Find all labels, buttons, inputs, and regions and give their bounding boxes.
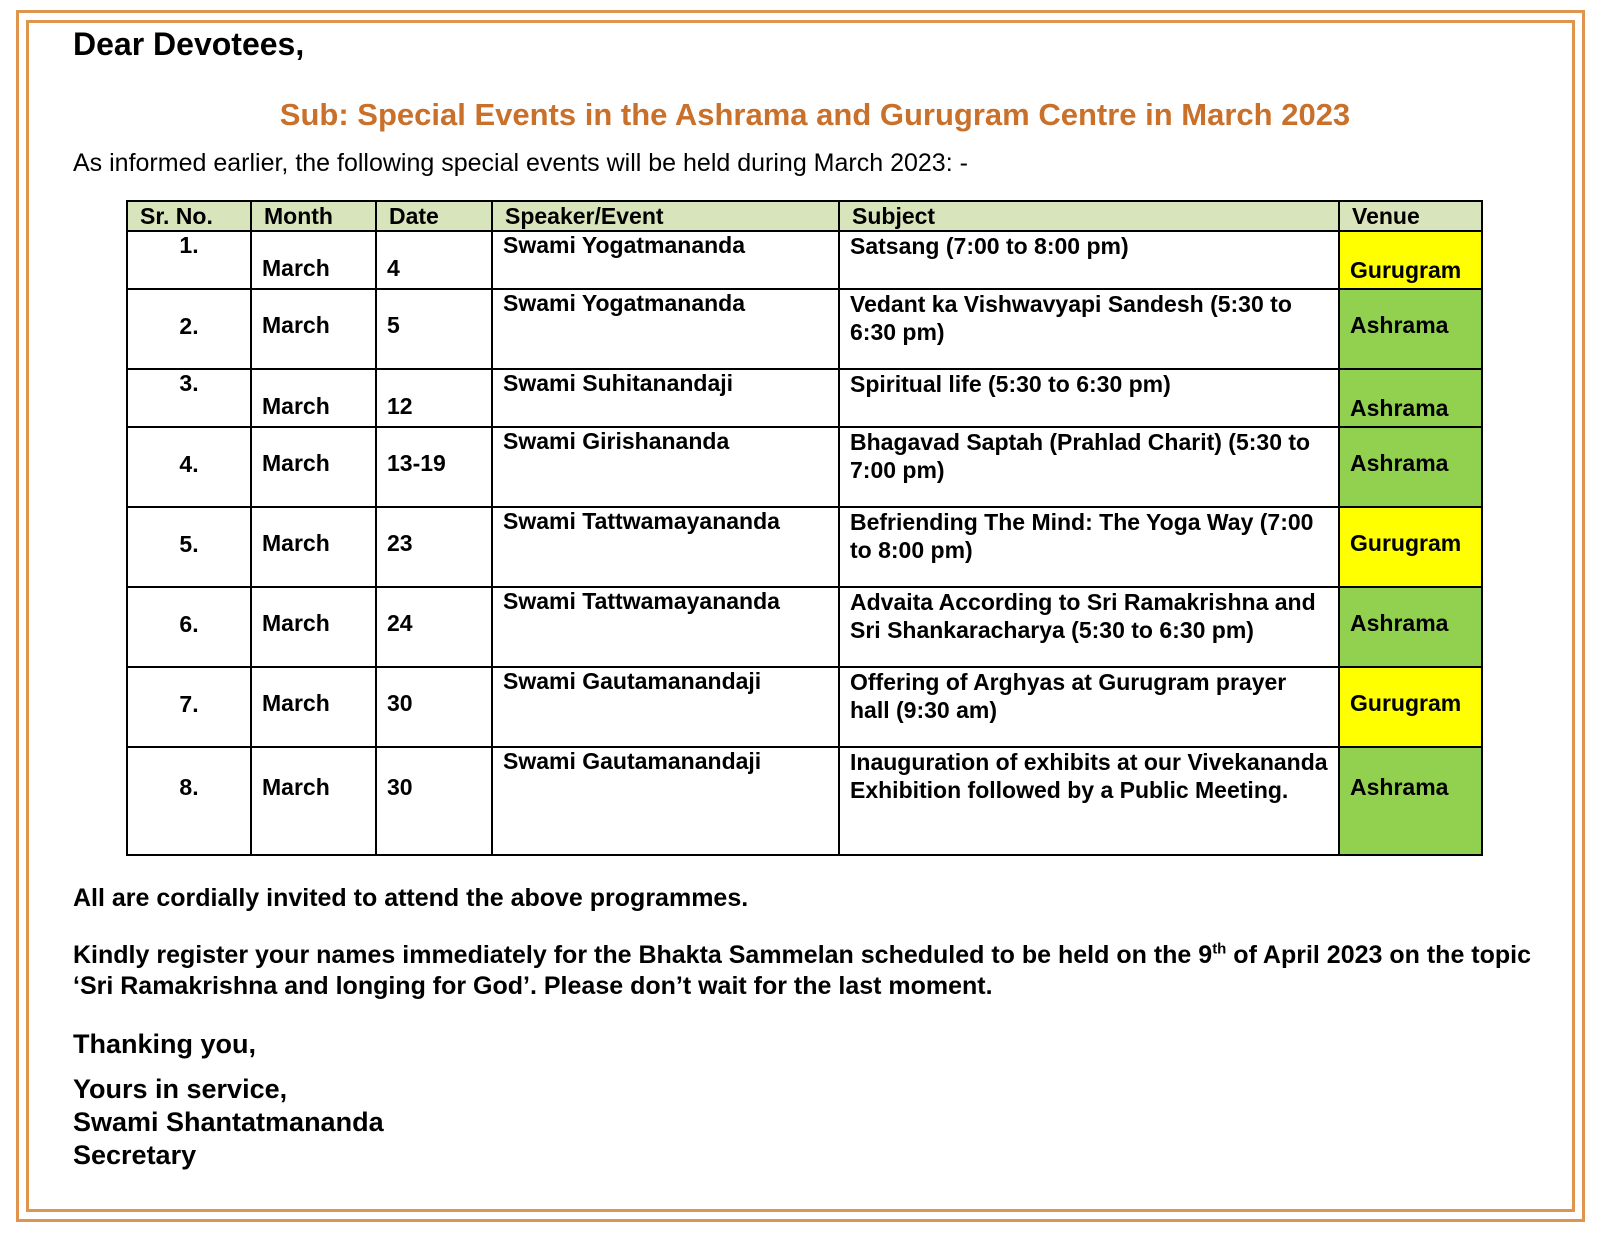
cell-subject: Satsang (7:00 to 8:00 pm): [839, 231, 1339, 289]
cell-date: 13-19: [376, 427, 492, 507]
header-speaker: Speaker/Event: [492, 201, 839, 231]
cell-date: 4: [376, 231, 492, 289]
cell-venue: Ashrama: [1339, 369, 1482, 427]
cell-venue: Gurugram: [1339, 507, 1482, 587]
header-month: Month: [251, 201, 376, 231]
thanks-text: Thanking you,: [73, 1029, 257, 1059]
cell-subject: Befriending The Mind: The Yoga Way (7:00 to 8:00 pm): [839, 507, 1339, 587]
cell-speaker: Swami Yogatmananda: [492, 289, 839, 369]
cell-month: March: [251, 427, 376, 507]
cell-month: March: [251, 231, 376, 289]
table-header-row: [127, 201, 1482, 231]
table-row: [127, 507, 1482, 587]
registration-note: [73, 940, 1553, 1002]
header-venue: Venue: [1339, 201, 1482, 231]
cell-month: March: [251, 289, 376, 369]
cell-venue: Ashrama: [1339, 587, 1482, 667]
cell-date: 23: [376, 507, 492, 587]
table-row: [127, 231, 1482, 289]
cell-subject: Inauguration of exhibits at our Vivekananda Exhibition followed by a Public Meeting.: [839, 747, 1339, 855]
greeting: Dear Devotees,: [73, 26, 305, 62]
cell-sr-no: 8.: [127, 747, 251, 855]
table-row: [127, 427, 1482, 507]
cell-speaker: Swami Gautamanandaji: [492, 667, 839, 747]
cell-sr-no: 6.: [127, 587, 251, 667]
cell-subject: Advaita According to Sri Ramakrishna and Sri Shankaracharya (5:30 to 6:30 pm): [839, 587, 1339, 667]
table-row: [127, 369, 1482, 427]
signature-block: [73, 1073, 384, 1172]
cell-venue: Ashrama: [1339, 289, 1482, 369]
ordinal-suffix: th: [1212, 940, 1227, 958]
cell-month: March: [251, 667, 376, 747]
closing-text: Yours in service,: [73, 1074, 288, 1104]
cell-speaker: Swami Suhitanandaji: [492, 369, 839, 427]
header-subject: Subject: [839, 201, 1339, 231]
table-row: [127, 289, 1482, 369]
cell-month: March: [251, 747, 376, 855]
registration-text-end: of April 2023 on the topic ‘Sri Ramakrishna and longing for God’. Please don’t wait for the last moment.: [73, 941, 1532, 1000]
table-row: [127, 667, 1482, 747]
cell-sr-no: 4.: [127, 427, 251, 507]
invitation-text: All are cordially invited to attend the above programmes.: [73, 884, 749, 912]
cell-venue: Ashrama: [1339, 747, 1482, 855]
registration-text-start: Kindly register your names immediately for the Bhakta Sammelan scheduled to be held on the 9: [73, 941, 1213, 969]
cell-month: March: [251, 587, 376, 667]
cell-subject: Vedant ka Vishwavyapi Sandesh (5:30 to 6:30 pm): [839, 289, 1339, 369]
cell-sr-no: 2.: [127, 289, 251, 369]
cell-venue: Gurugram: [1339, 667, 1482, 747]
table-row: [127, 747, 1482, 855]
cell-subject: Spiritual life (5:30 to 6:30 pm): [839, 369, 1339, 427]
cell-subject: Bhagavad Saptah (Prahlad Charit) (5:30 to 7:00 pm): [839, 427, 1339, 507]
cell-speaker: Swami Tattwamayananda: [492, 587, 839, 667]
cell-subject: Offering of Arghyas at Gurugram prayer hall (9:30 am): [839, 667, 1339, 747]
cell-sr-no: 3.: [127, 369, 251, 427]
cell-sr-no: 5.: [127, 507, 251, 587]
cell-date: 5: [376, 289, 492, 369]
events-table: [126, 200, 1483, 856]
intro-text: As informed earlier, the following special events will be held during March 2023: -: [73, 149, 968, 177]
header-date: Date: [376, 201, 492, 231]
signatory-designation: Secretary: [73, 1140, 197, 1170]
cell-date: 30: [376, 667, 492, 747]
cell-month: March: [251, 507, 376, 587]
cell-venue: Ashrama: [1339, 427, 1482, 507]
cell-speaker: Swami Yogatmananda: [492, 231, 839, 289]
cell-speaker: Swami Girishananda: [492, 427, 839, 507]
cell-date: 30: [376, 747, 492, 855]
cell-month: March: [251, 369, 376, 427]
cell-venue: Gurugram: [1339, 231, 1482, 289]
cell-date: 12: [376, 369, 492, 427]
signatory-name: Swami Shantatmananda: [73, 1107, 384, 1137]
cell-sr-no: 7.: [127, 667, 251, 747]
cell-date: 24: [376, 587, 492, 667]
header-sr-no: Sr. No.: [127, 201, 251, 231]
cell-sr-no: 1.: [127, 231, 251, 289]
subject-line: Sub: Special Events in the Ashrama and Gurugram Centre in March 2023: [279, 97, 1351, 132]
cell-speaker: Swami Tattwamayananda: [492, 507, 839, 587]
cell-speaker: Swami Gautamanandaji: [492, 747, 839, 855]
table-row: [127, 587, 1482, 667]
